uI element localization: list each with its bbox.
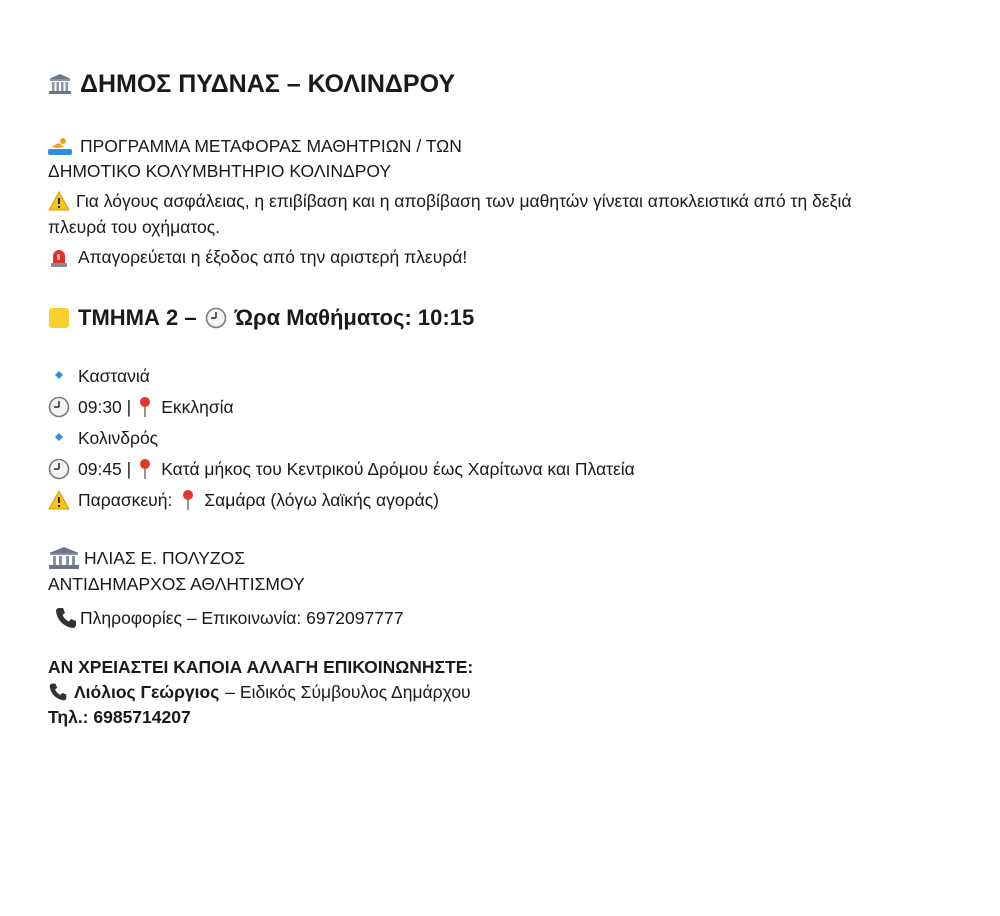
signature-name: ΗΛΙΑΣ Ε. ΠΟΛΥΖΟΣ [48,546,245,570]
contact-phone: Τηλ.: 6985714207 [48,707,191,727]
stop-village: Κολινδρός [48,427,158,449]
classical-building-icon [48,73,72,95]
swimmer-icon [48,136,72,156]
warning-icon [48,490,70,510]
change-contact-heading: ΑΝ ΧΡΕΙΑΣΤΕΙ ΚΑΠΟΙΑ ΑΛΛΑΓΗ ΕΠΙΚΟΙΝΩΝΗΣΤΕ: [48,657,474,677]
telephone-receiver-icon [48,682,68,702]
friday-note: Παρασκευή: Σαμάρα (λόγω λαϊκής αγοράς) [48,489,439,511]
contact-role: – Ειδικός Σύμβουλος Δημάρχου [225,682,471,702]
section-heading: ΤΜΗΜΑ 2 – Ώρα Μαθήματος: 10:15 [48,304,474,332]
telephone-receiver-icon [54,606,78,630]
change-contact-person [48,681,471,703]
stop-time-place: 09:45 | Κατά μήκος του Κεντρικού Δρόμου έως Χαρίτωνα και Πλατεία [48,458,635,480]
classical-building-icon [48,546,80,570]
stop-time-place: 09:30 | Εκκλησία [48,396,234,418]
program-title-line2: ΔΗΜΟΤΙΚΟ ΚΟΛΥΜΒΗΤΗΡΙΟ ΚΟΛΙΝΔΡΟΥ [48,161,392,181]
clock-icon [48,458,70,480]
yellow-square-icon [48,307,70,329]
round-pushpin-icon [137,458,153,480]
blue-diamond-icon [48,428,70,448]
round-pushpin-icon [137,396,153,418]
safety-notice: Για λόγους ασφάλειας, η επιβίβαση και η αποβίβαση των μαθητών γίνεται αποκλειστικά από τη δεξιά πλευρά του οχήματος. [48,191,852,237]
page-title: ΔΗΜΟΣ ΠΥΔΝΑΣ – ΚΟΛΙΝΔΡΟΥ [48,69,455,99]
contact-name: Λιόλιος Γεώργιος [74,682,220,702]
program-title-line1: ΠΡΟΓΡΑΜΜΑ ΜΕΤΑΦΟΡΑΣ ΜΑΘΗΤΡΙΩΝ / ΤΩΝ [48,135,462,157]
warning-icon [48,190,70,215]
blue-diamond-icon [48,366,70,386]
signature-info: Πληροφορίες – Επικοινωνία: 6972097777 [48,606,403,630]
round-pushpin-icon [180,489,196,511]
clock-icon [205,307,227,329]
signature-role: ΑΝΤΙΔΗΜΑΡΧΟΣ ΑΘΛΗΤΙΣΜΟΥ [48,574,305,594]
siren-icon [48,246,70,268]
stop-village: Καστανιά [48,365,150,387]
clock-icon [48,396,70,418]
exit-warning: Απαγορεύεται η έξοδος από την αριστερή πλευρά! [48,246,467,268]
